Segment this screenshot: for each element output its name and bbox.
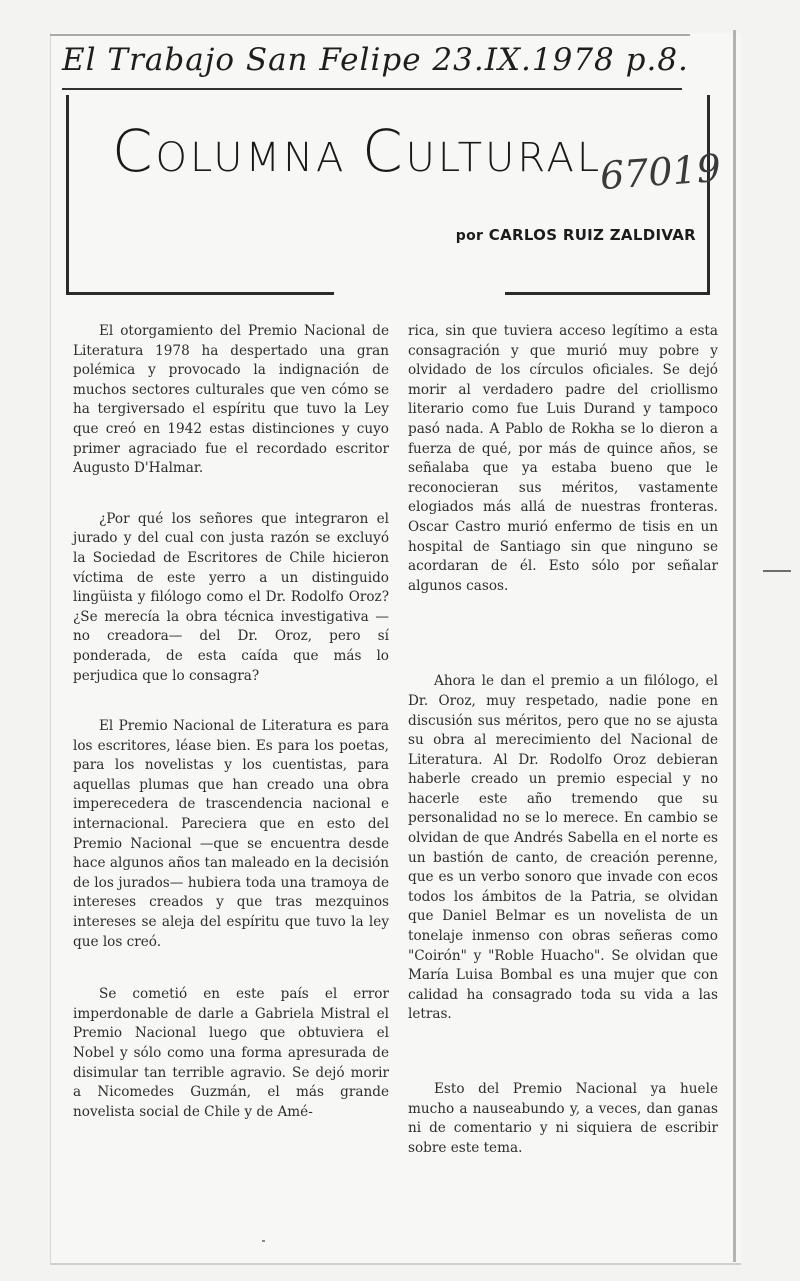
scan-top-rule (50, 34, 690, 36)
box-border-bottom-left (66, 292, 334, 295)
title-word-2: ULTURAL (405, 135, 603, 181)
title-initial-1: C (112, 117, 156, 185)
scan-mark (763, 570, 791, 572)
column-title (112, 117, 602, 185)
byline-prefix: por (455, 228, 484, 244)
article-paragraph: Esto del Premio Nacional ya huele mucho a nauseabundo y, a veces, dan ganas ni de comentario y ni siquiera de escribir sobre este tema. (408, 1081, 718, 1156)
article-paragraph-continued: rica, sin que tuviera acceso legítimo a esta consagración y que murió muy pobre y olvidado de los círculos oficiales. Se dejó morir al verdadero padre del criollismo literario como fue Luis Durand y tampoco pasó nada. A Pablo de Rokha se lo dieron a fuerza de qué, por más de quince años, se señalaba que ya estaba bueno que le reconocieran sus méritos, vastamente elogiados más allá de nuestras fronteras. Oscar Castro murió enfermo de tisis en un hospital de Santiago sin que ninguno se acordaran de él. Esto sólo por señalar algunos casos. (408, 323, 718, 594)
handwritten-underline (62, 88, 682, 90)
title-initial-2: C (362, 117, 406, 185)
byline-author: CARLOS RUIZ ZALDIVAR (488, 226, 696, 244)
box-border-right (707, 95, 710, 295)
article-column-left (73, 322, 389, 1122)
article-paragraph: Ahora le dan el premio a un filólogo, el Dr. Oroz, muy respetado, nadie pone en discusión sus méritos, pero que no se ajusta su obra al merecimiento del Nacional de Literatura. Al Dr. Rodolfo Oroz debieran haberle creado un premio especial y no hacerle este año tremendo que su personalidad no se lo merece. En cambio se olvidan de que Andrés Sabella en el norte es un bastión de canto, de creación perenne, que es un verbo sonoro que invade con ecos todos los ámbitos de la Patria, se olvidan que Daniel Belmar es un novelista de un tonelaje inmenso con obras señeras como "Coirón" y "Roble Huacho". Se olvidan que María Luisa Bombal es una mujer que con calidad ha consagrado toda su vida a las letras. (408, 673, 718, 1023)
article-column-right (408, 322, 718, 1158)
box-border-bottom-right (505, 292, 710, 295)
handwritten-source-note: El Trabajo San Felipe 23.IX.1978 p.8. (62, 42, 689, 78)
scan-speck (262, 1240, 265, 1242)
title-box (66, 95, 723, 295)
box-border-left (66, 95, 69, 295)
article-paragraph: El Premio Nacional de Literatura es para los escritores, léase bien. Es para los poetas, para los novelistas y los cuentistas, para aquellas plumas que han creado una obra imperecedera de trascendencia nacional e internacional. Pareciera que en esto del Premio Nacional —que se encuentra desde hace algunos años tan maleado en la decisión de los jurados— hubiera toda una tramoya de intereses creados y que tras mezquinos intereses se aleja del espíritu que tuvo la ley que los creó. (73, 718, 389, 950)
byline (456, 226, 696, 244)
article-paragraph: ¿Por qué los señores que integraron el jurado y del cual con justa razón se excluyó la Sociedad de Escritores de Chile hicieron víctima de este yerro a un distinguido lingüista y filólogo como el Dr. Rodolfo Oroz? ¿Se merecía la obra técnica investigativa —no creadora— del Dr. Oroz, pero sí ponderada, de esta caída que más lo perjudica que lo consagra? (73, 510, 389, 684)
scan-right-edge (733, 30, 736, 1262)
article-paragraph: Se cometió en este país el error imperdonable de darle a Gabriela Mistral el Premio Nacional luego que obtuviera el Nobel y sólo como una forma apresurada de disimular tan terrible agravio. Se dejó morir a Nicomedes Guzmán, el más grande novelista social de Chile y de Amé- (73, 986, 389, 1120)
title-word-1: OLUMNA (155, 135, 347, 181)
article-paragraph: El otorgamiento del Premio Nacional de Literatura 1978 ha despertado una gran polémica y provocado la indignación de muchos sectores culturales que ven cómo se ha tergiversado el espíritu que tuvo la Ley que creó en 1942 estas distinciones y cuyo primer agraciado fue el recordado escritor Augusto D'Halmar. (73, 323, 389, 477)
handwritten-archive-number: 67019 (598, 145, 723, 199)
